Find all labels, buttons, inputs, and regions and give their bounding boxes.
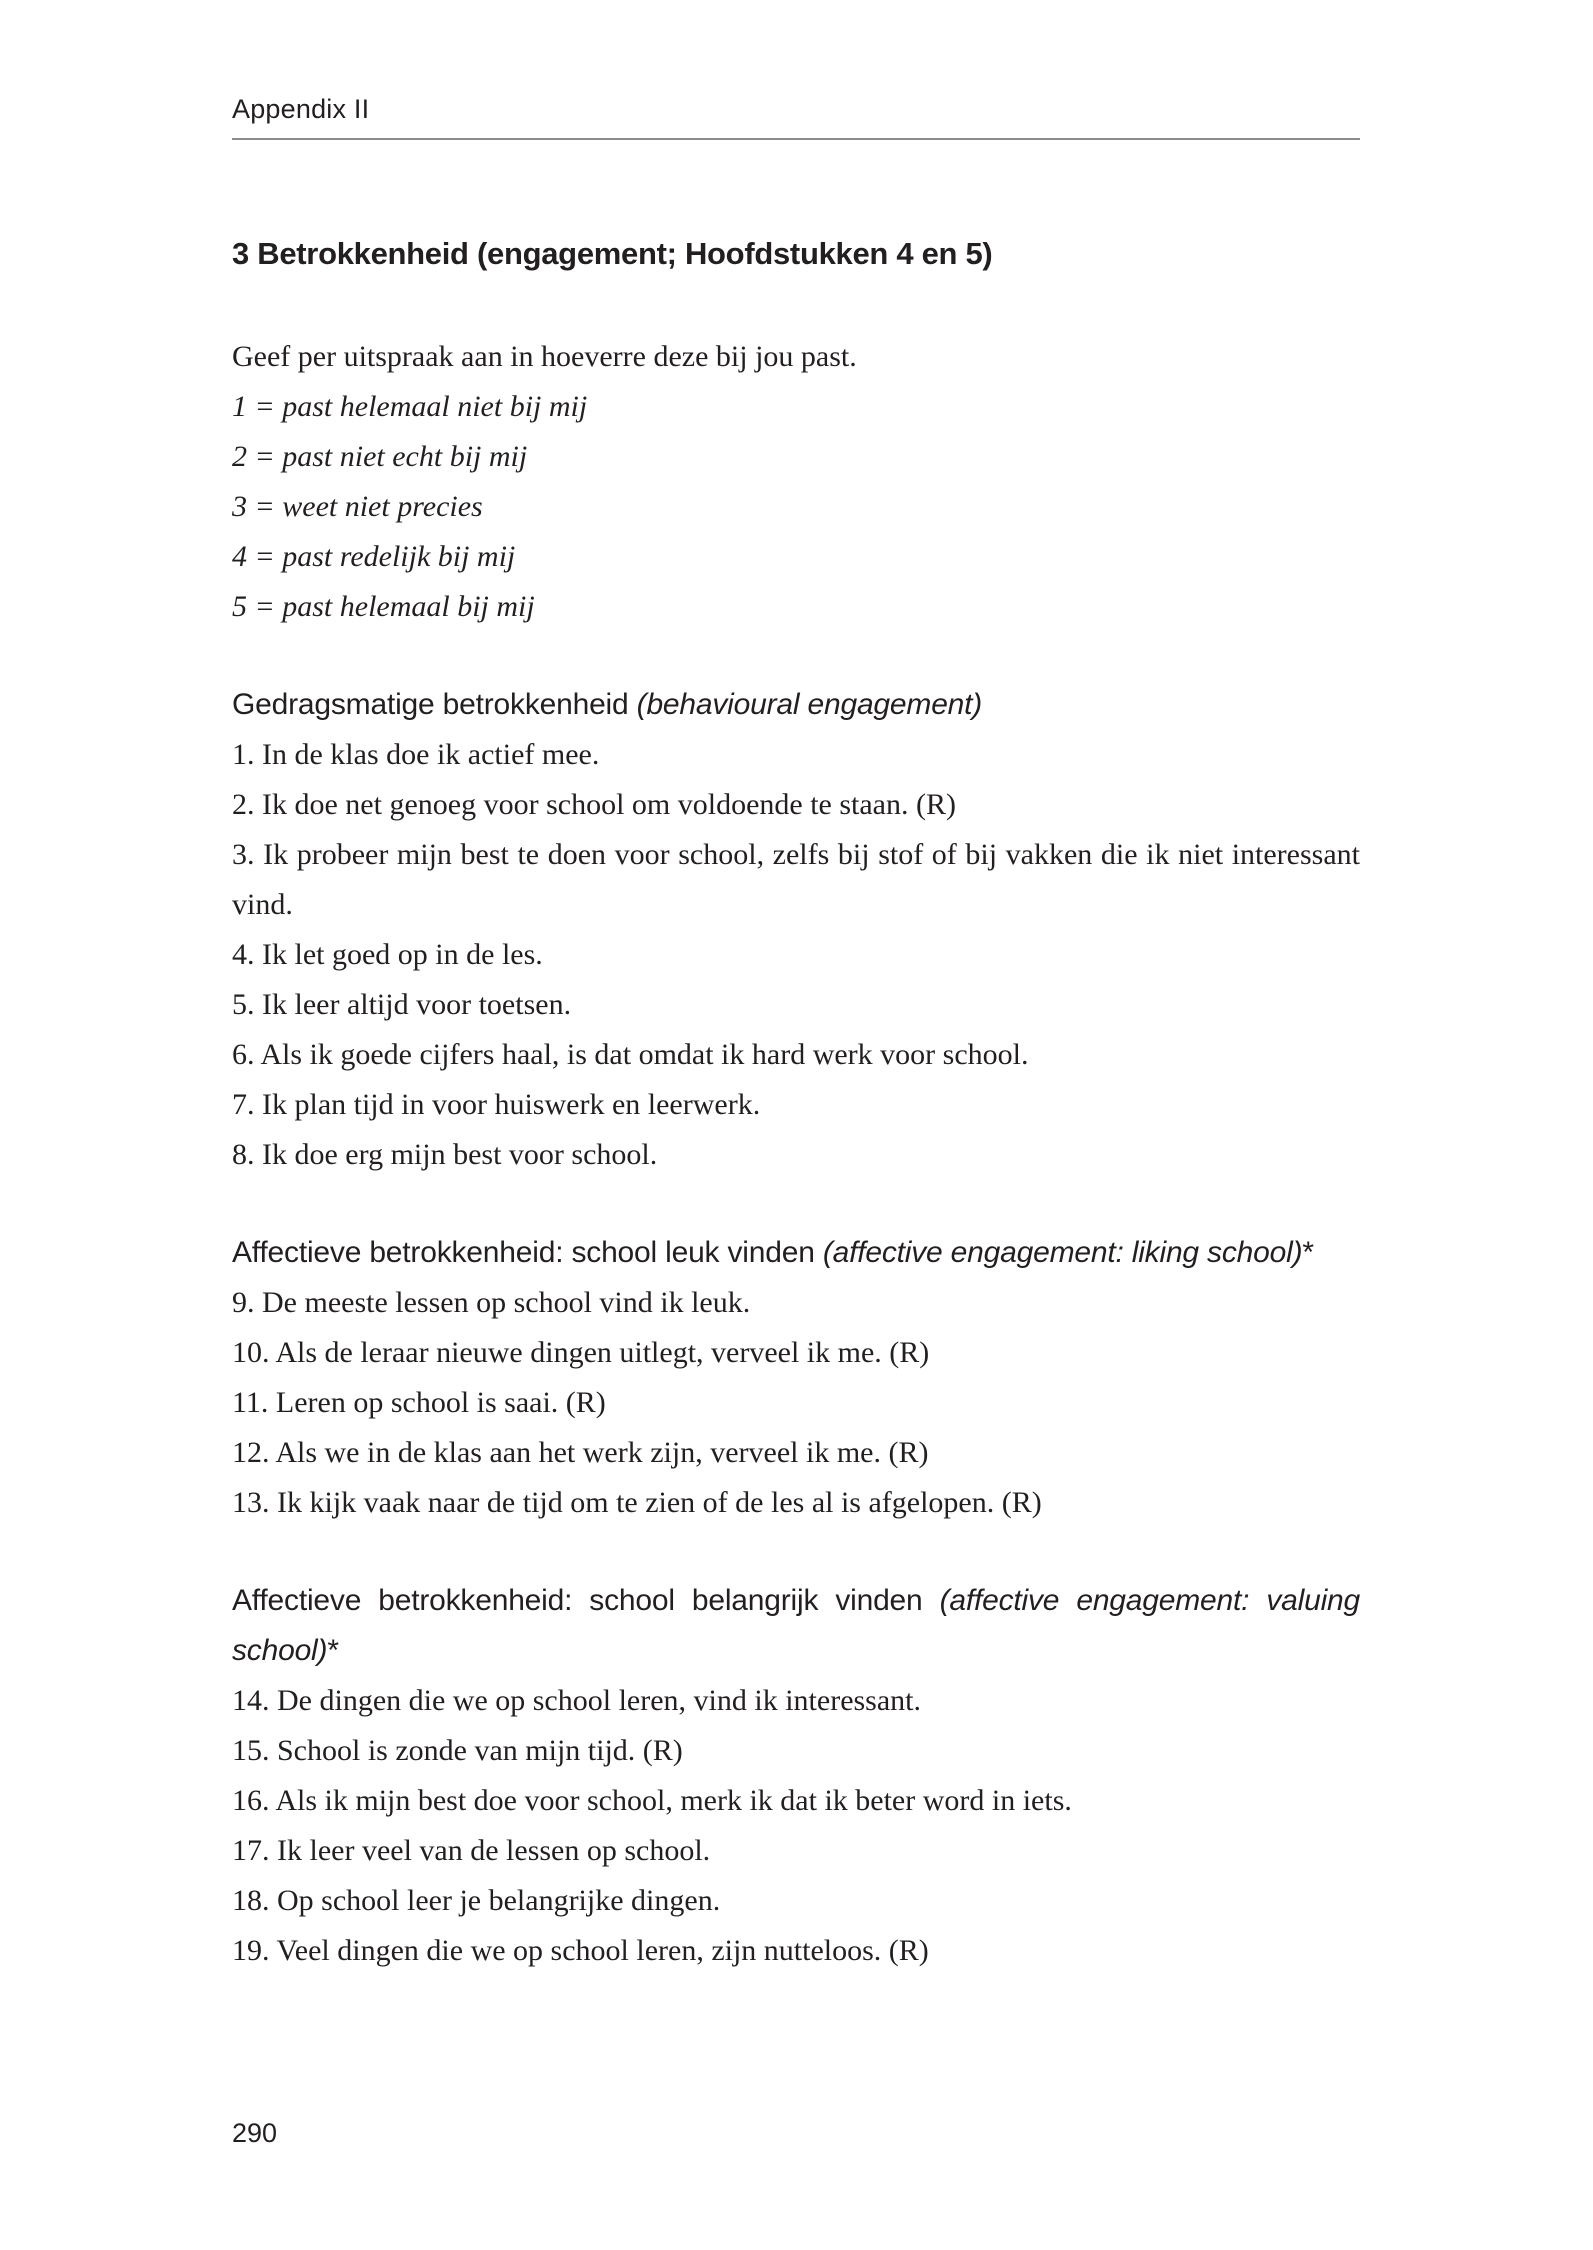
section-title-dutch: Affectieve betrokkenheid: school belangrijk vinden (232, 1584, 940, 1617)
questionnaire-item: 16. Als ik mijn best doe voor school, merk ik dat ik beter word in iets. (232, 1784, 1072, 1817)
section-affective-liking-school (232, 1228, 1360, 1528)
questionnaire-item: 15. School is zonde van mijn tijd. (R) (232, 1734, 683, 1767)
questionnaire-item: 18. Op school leer je belangrijke dingen. (232, 1884, 721, 1917)
questionnaire-item: 11. Leren op school is saai. (R) (232, 1386, 606, 1419)
scale-line: 5 = past helemaal bij mij (232, 590, 535, 623)
section-behavioural-engagement (232, 680, 1360, 1180)
questionnaire-item: 17. Ik leer veel van de lessen op school. (232, 1834, 711, 1867)
scale-line: 3 = weet niet precies (232, 490, 483, 523)
questionnaire-item: 10. Als de leraar nieuwe dingen uitlegt, verveel ik me. (R) (232, 1336, 930, 1369)
running-head: Appendix II (232, 94, 370, 124)
section-title (232, 680, 1360, 730)
section-title-english: (affective engagement: valuing school) (232, 1584, 1360, 1667)
questionnaire-item: 13. Ik kijk vaak naar de tijd om te zien of de les al is afgelopen. (R) (232, 1486, 1042, 1519)
item-list (232, 1676, 1360, 1976)
section-title-mark: * (1302, 1236, 1314, 1269)
scale-line: 2 = past niet echt bij mij (232, 440, 528, 473)
header-rule (232, 138, 1360, 140)
section-title (232, 1576, 1360, 1676)
item-list (232, 1278, 1360, 1528)
page-number: 290 (232, 2118, 278, 2148)
section-affective-valuing-school (232, 1576, 1360, 1976)
intro-sentence: Geef per uitspraak aan in hoeverre deze bij jou past. (232, 340, 857, 373)
questionnaire-item: 12. Als we in de klas aan het werk zijn, verveel ik me. (R) (232, 1436, 929, 1469)
questionnaire-item: 1. In de klas doe ik actief mee. (232, 738, 600, 771)
section-title-english: (affective engagement: liking school) (822, 1236, 1303, 1269)
scale-line: 1 = past helemaal niet bij mij (232, 390, 588, 423)
questionnaire-item: 19. Veel dingen die we op school leren, zijn nutteloos. (R) (232, 1934, 929, 1967)
scale-line: 4 = past redelijk bij mij (232, 540, 516, 573)
questionnaire-item: 8. Ik doe erg mijn best voor school. (232, 1138, 658, 1171)
intro-block (232, 332, 1360, 632)
page-header (232, 92, 1360, 140)
section-title-english: (behavioural engagement) (636, 688, 983, 721)
questionnaire-item: 4. Ik let goed op in de les. (232, 938, 543, 971)
section-title-dutch: Affectieve betrokkenheid: school leuk vinden (232, 1236, 823, 1269)
answer-scale (232, 382, 1360, 632)
questionnaire-item: 7. Ik plan tijd in voor huiswerk en leerwerk. (232, 1088, 761, 1121)
questionnaire-item: 3. Ik probeer mijn best te doen voor school, zelfs bij stof of bij vakken die ik niet interessant vind. (232, 838, 1360, 921)
chapter-heading: 3 Betrokkenheid (engagement; Hoofdstukken 4 en 5) (232, 236, 993, 271)
questionnaire-item: 9. De meeste lessen op school vind ik leuk. (232, 1286, 751, 1319)
questionnaire-item: 14. De dingen die we op school leren, vind ik interessant. (232, 1684, 922, 1717)
item-list (232, 730, 1360, 1180)
section-title-mark: * (327, 1634, 339, 1667)
questionnaire-item: 2. Ik doe net genoeg voor school om voldoende te staan. (R) (232, 788, 956, 821)
section-title (232, 1228, 1360, 1278)
questionnaire-item: 5. Ik leer altijd voor toetsen. (232, 988, 572, 1021)
section-title-dutch: Gedragsmatige betrokkenheid (232, 688, 637, 721)
questionnaire-item: 6. Als ik goede cijfers haal, is dat omdat ik hard werk voor school. (232, 1038, 1029, 1071)
